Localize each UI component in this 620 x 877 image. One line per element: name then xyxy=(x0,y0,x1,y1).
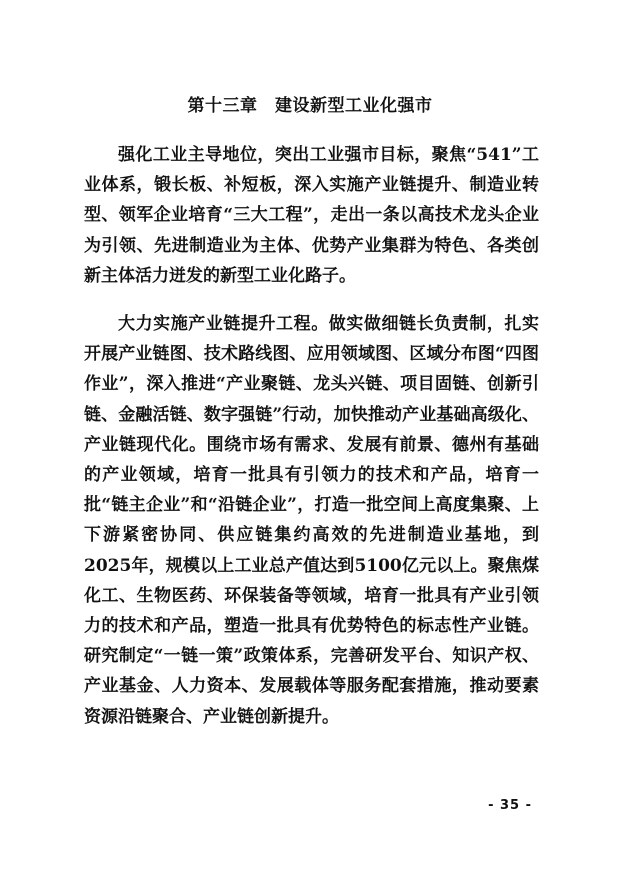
paragraph-industry-chain: 大力实施产业链提升工程。做实做细链长负责制，扎实开展产业链图、技术路线图、应用领域图、区域分布图“四图作业”，深入推进“产业聚链、龙头兴链、项目固链、创新引链、金融活链、数字强链”行动，加快推动产业基础高级化、产业链现代化。围绕市场有需求、发展有前景、德州有基础的产业领域，培育一批具有引领力的技术和产品，培育一批“链主企业”和“沿链企业”，打造一批空间上高度集聚、上下游紧密协同、供应链集约高效的先进制造业基地，到2025年，规模以上工业总产值达到5100亿元以上。聚焦煤化工、生物医药、环保装备等领域，培育一批具有产业引领力的技术和产品，塑造一批具有优势特色的标志性产业链。研究制定“一链一策”政策体系，完善研发平台、知识产权、产业基金、人力资本、发展载体等服务配套措施，推动要素资源沿链聚合、产业链创新提升。 xyxy=(84,314,539,727)
paragraph-intro: 强化工业主导地位，突出工业强市目标，聚焦“541”工业体系，锻长板、补短板，深入实施产业链提升、制造业转型、领军企业培育“三大工程”，走出一条以高技术龙头企业为引领、先进制造业为主体、优势产业集群为特色、各类创新主体活力迸发的新型工业化路子。 xyxy=(84,145,539,286)
chapter-title: 第十三章 建设新型工业化强市 xyxy=(187,96,433,116)
page-number: - 35 - xyxy=(488,798,532,813)
